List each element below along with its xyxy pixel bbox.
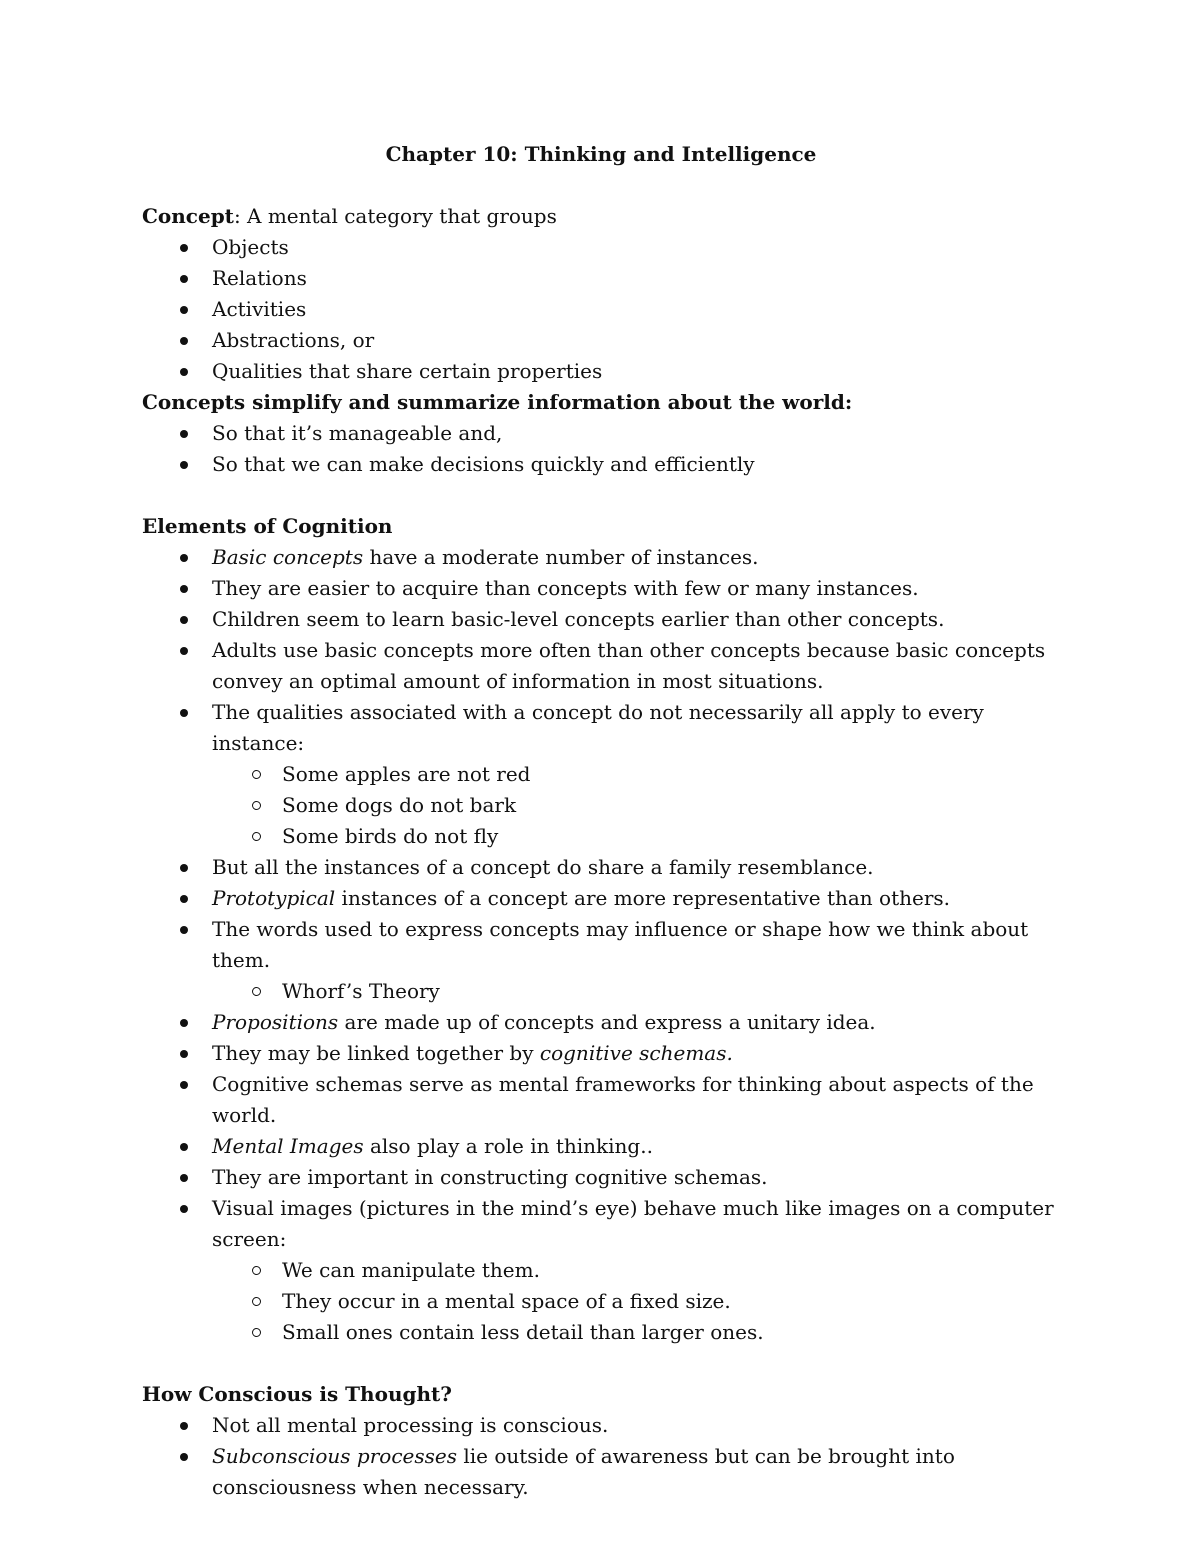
bullet-icon [180, 1453, 188, 1461]
bullet-icon [180, 1422, 188, 1430]
bullet-icon [180, 337, 188, 345]
hollow-bullet-icon [252, 1328, 261, 1337]
bullet-icon [180, 616, 188, 624]
hollow-bullet-icon [252, 770, 261, 779]
list-item: Prototypical instances of a concept are more representative than others. [142, 883, 1060, 914]
list-item: They may be linked together by cognitive schemas. [142, 1038, 1060, 1069]
list-item: They are easier to acquire than concepts with few or many instances. [142, 573, 1060, 604]
bullet-icon [180, 306, 188, 314]
hollow-bullet-icon [252, 987, 261, 996]
bullet-icon [180, 647, 188, 655]
bullet-icon [180, 895, 188, 903]
concept-list [142, 232, 1060, 387]
hollow-bullet-icon [252, 1297, 261, 1306]
list-item: Adults use basic concepts more often than other concepts because basic concepts convey an optimal amount of information in most situations. [142, 635, 1060, 697]
bullet-icon [180, 926, 188, 934]
bullet-icon [180, 1205, 188, 1213]
sub-list-item: Some dogs do not bark [212, 790, 1060, 821]
sub-list [212, 759, 1060, 852]
sub-list-item: Small ones contain less detail than larger ones. [212, 1317, 1060, 1348]
bullet-icon [180, 1174, 188, 1182]
list-item: Abstractions, or [142, 325, 1060, 356]
list-item: Activities [142, 294, 1060, 325]
simplify-heading: Concepts simplify and summarize information about the world: [142, 390, 853, 414]
bullet-icon [180, 585, 188, 593]
bullet-icon [180, 244, 188, 252]
section-heading-conscious: How Conscious is Thought? [142, 1382, 452, 1406]
list-item: Basic concepts have a moderate number of instances. [142, 542, 1060, 573]
list-item: Qualities that share certain properties [142, 356, 1060, 387]
spacer [142, 1348, 1060, 1379]
list-item: Subconscious processes lie outside of awareness but can be brought into consciousness when necessary. [142, 1441, 1060, 1503]
bullet-icon [180, 1019, 188, 1027]
sub-list-item: Some apples are not red [212, 759, 1060, 790]
concept-definition-text: : A mental category that groups [233, 204, 557, 228]
bullet-icon [180, 554, 188, 562]
sub-list [212, 1255, 1060, 1348]
list-item: But all the instances of a concept do share a family resemblance. [142, 852, 1060, 883]
bullet-icon [180, 1081, 188, 1089]
hollow-bullet-icon [252, 801, 261, 810]
bullet-icon [180, 275, 188, 283]
spacer [142, 480, 1060, 511]
bullet-icon [180, 1050, 188, 1058]
bullet-icon [180, 1143, 188, 1151]
sub-list-item: They occur in a mental space of a fixed size. [212, 1286, 1060, 1317]
list-item: They are important in constructing cognitive schemas. [142, 1162, 1060, 1193]
list-item: So that we can make decisions quickly and efficiently [142, 449, 1060, 480]
list-item: The words used to express concepts may influence or shape how we think about them. Whorf’s Theory [142, 914, 1060, 1007]
sub-list-item: We can manipulate them. [212, 1255, 1060, 1286]
list-item: The qualities associated with a concept do not necessarily all apply to every instance: Some apples are not red Some dogs do not bark Some birds do not fly [142, 697, 1060, 852]
list-item: Relations [142, 263, 1060, 294]
concept-definition [142, 201, 1060, 232]
section-heading-elements: Elements of Cognition [142, 514, 393, 538]
hollow-bullet-icon [252, 1266, 261, 1275]
simplify-list [142, 418, 1060, 480]
list-item: So that it’s manageable and, [142, 418, 1060, 449]
bullet-icon [180, 709, 188, 717]
list-item: Mental Images also play a role in thinking.. [142, 1131, 1060, 1162]
list-item: Cognitive schemas serve as mental frameworks for thinking about aspects of the world. [142, 1069, 1060, 1131]
page-title: Chapter 10: Thinking and Intelligence [385, 142, 817, 166]
sub-list [212, 976, 1060, 1007]
conscious-list [142, 1410, 1060, 1503]
elements-list [142, 542, 1060, 1348]
list-item: Children seem to learn basic-level concepts earlier than other concepts. [142, 604, 1060, 635]
hollow-bullet-icon [252, 832, 261, 841]
list-item: Propositions are made up of concepts and express a unitary idea. [142, 1007, 1060, 1038]
list-item: Objects [142, 232, 1060, 263]
bullet-icon [180, 368, 188, 376]
list-item: Visual images (pictures in the mind’s eye) behave much like images on a computer screen: We can manipulate them. They occur in a mental space of a fixed size. Small ones contain less detail than larger ones. [142, 1193, 1060, 1348]
sub-list-item: Whorf’s Theory [212, 976, 1060, 1007]
bullet-icon [180, 430, 188, 438]
bullet-icon [180, 461, 188, 469]
bullet-icon [180, 864, 188, 872]
concept-term: Concept [142, 204, 234, 228]
list-item: Not all mental processing is conscious. [142, 1410, 1060, 1441]
sub-list-item: Some birds do not fly [212, 821, 1060, 852]
